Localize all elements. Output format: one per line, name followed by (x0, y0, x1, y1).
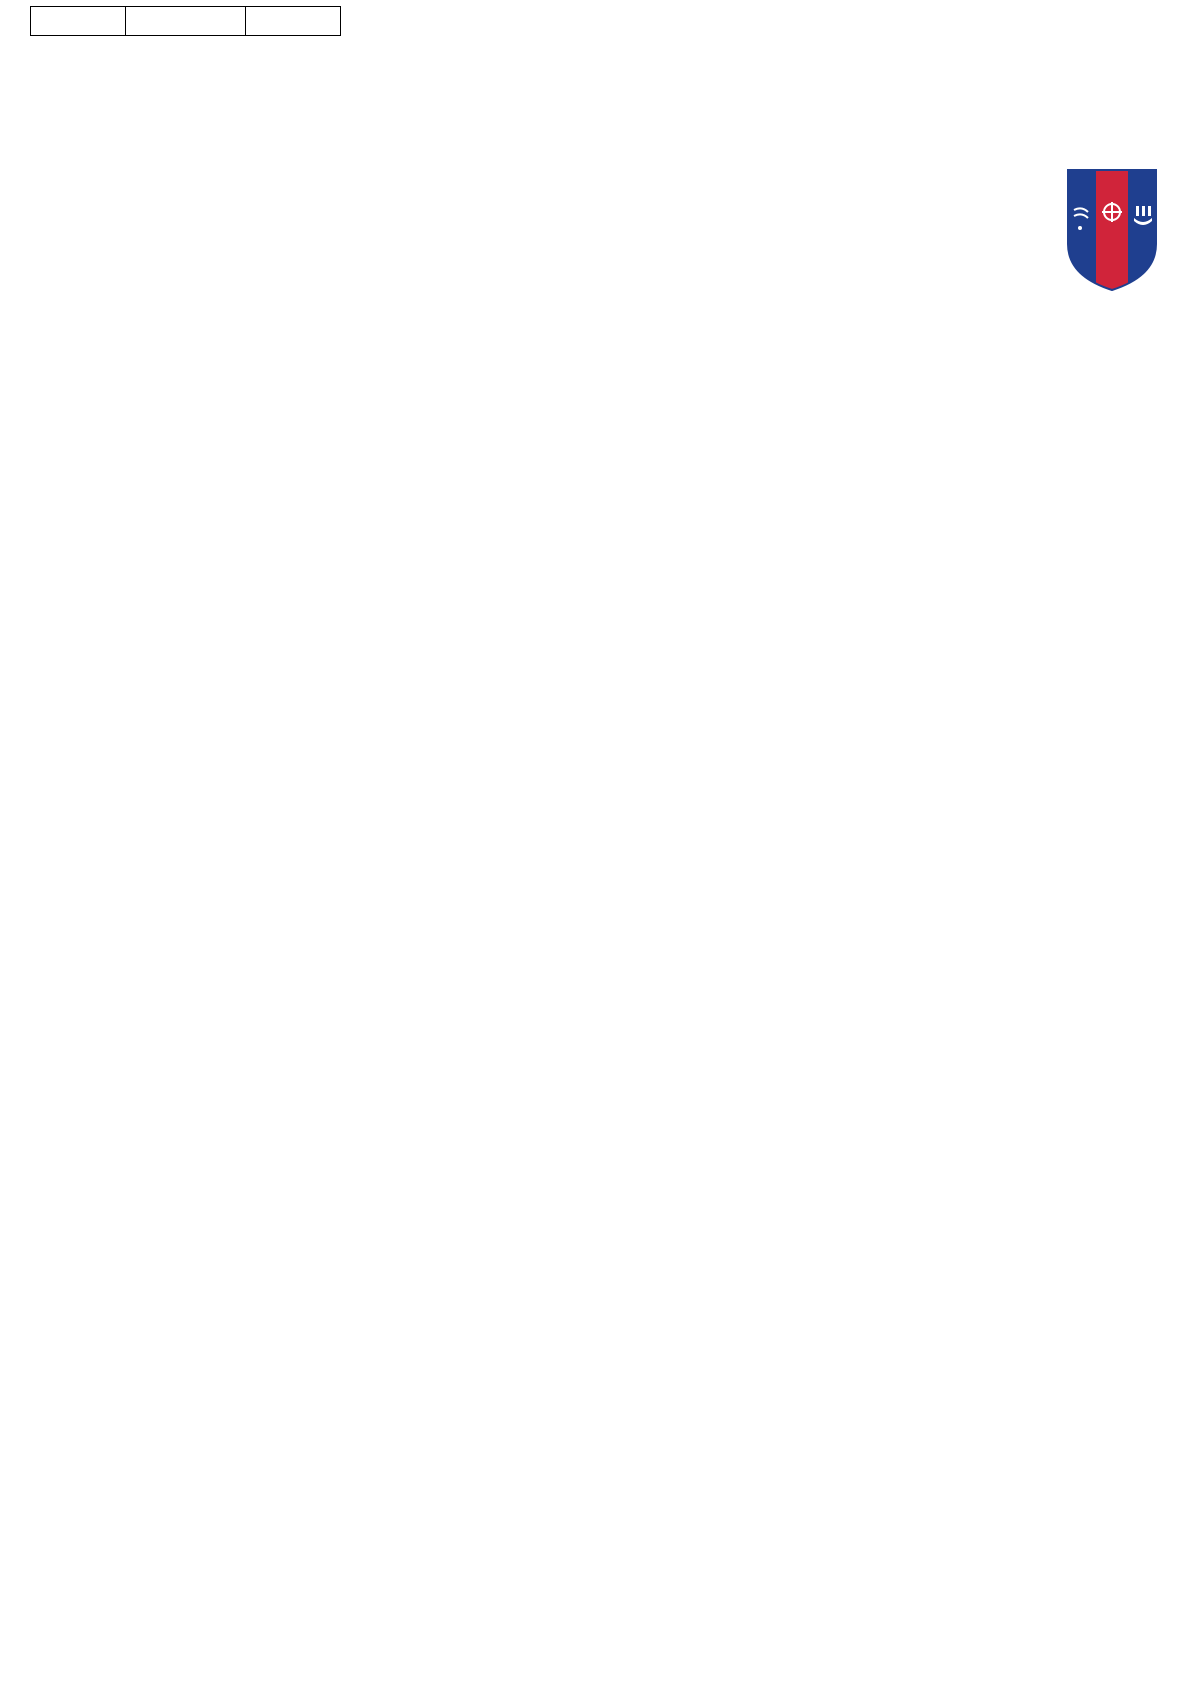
supply-demand-table (30, 6, 341, 36)
table-header-row (31, 7, 341, 36)
document-content (30, 6, 1170, 64)
header-quantity-demanded (126, 7, 246, 36)
hub-shield-logo-icon (1064, 166, 1160, 294)
header-price (31, 7, 126, 36)
qr-code-icon (1068, 300, 1156, 388)
header-quantity-supplied (246, 7, 341, 36)
